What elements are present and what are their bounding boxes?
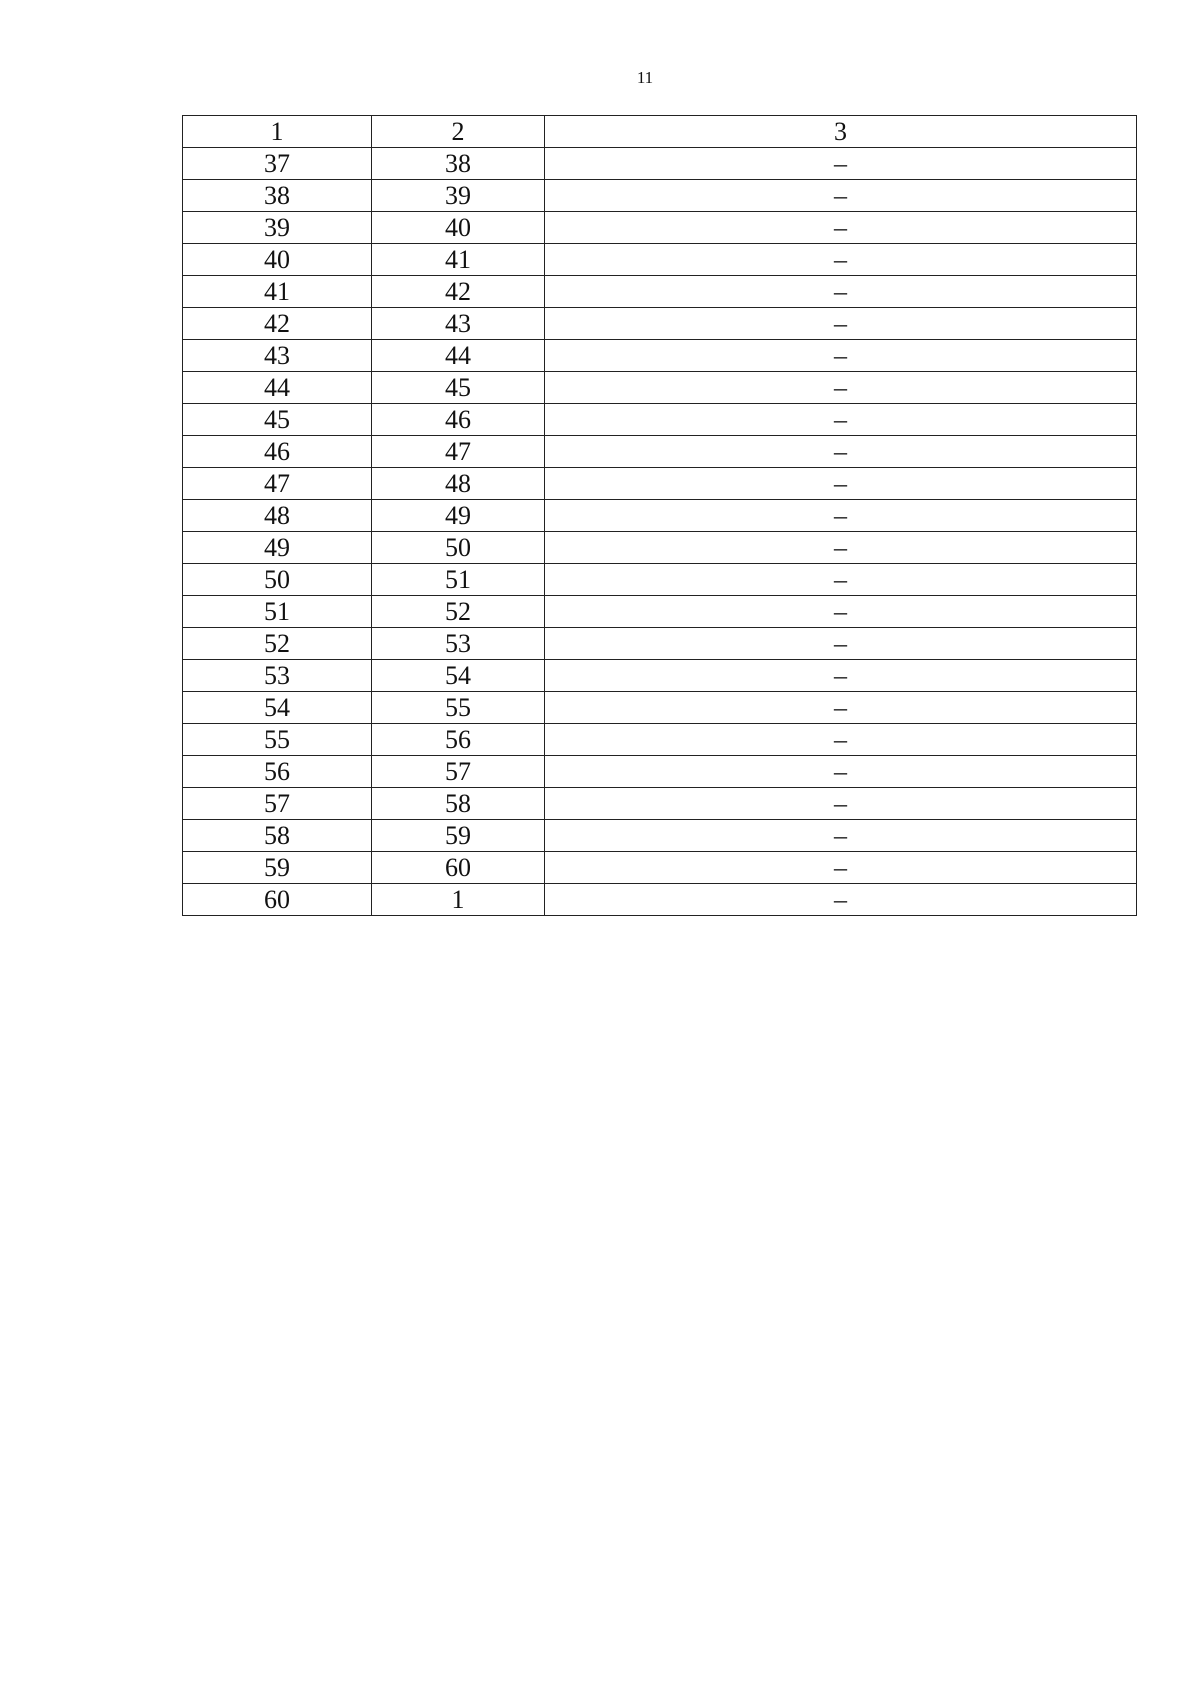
table-cell-col-3: –	[545, 660, 1137, 692]
table-row	[183, 276, 1137, 308]
table-cell-col-3: –	[545, 340, 1137, 372]
table-cell-col-1: 46	[183, 436, 372, 468]
table-cell-col-3: –	[545, 884, 1137, 916]
table-cell-col-2: 58	[372, 788, 545, 820]
table-cell-col-3: –	[545, 724, 1137, 756]
table-cell-col-2: 53	[372, 628, 545, 660]
column-header-2: 2	[372, 116, 545, 148]
table-cell-col-1: 41	[183, 276, 372, 308]
table-cell-col-2: 40	[372, 212, 545, 244]
table-row	[183, 884, 1137, 916]
table-cell-col-3: –	[545, 372, 1137, 404]
table-row	[183, 500, 1137, 532]
table-row	[183, 852, 1137, 884]
table-cell-col-2: 55	[372, 692, 545, 724]
table-cell-col-1: 40	[183, 244, 372, 276]
page-number: 11	[636, 68, 654, 87]
table-cell-col-2: 41	[372, 244, 545, 276]
table-cell-col-1: 44	[183, 372, 372, 404]
table-cell-col-2: 46	[372, 404, 545, 436]
table-cell-col-3: –	[545, 180, 1137, 212]
table-cell-col-2: 50	[372, 532, 545, 564]
table-cell-col-1: 53	[183, 660, 372, 692]
table-cell-col-1: 49	[183, 532, 372, 564]
table-body	[183, 148, 1137, 916]
table-cell-col-3: –	[545, 244, 1137, 276]
table-row	[183, 148, 1137, 180]
table-row	[183, 724, 1137, 756]
table-cell-col-3: –	[545, 564, 1137, 596]
table-cell-col-3: –	[545, 212, 1137, 244]
table-cell-col-3: –	[545, 628, 1137, 660]
table-cell-col-2: 59	[372, 820, 545, 852]
table-cell-col-2: 56	[372, 724, 545, 756]
table-cell-col-1: 59	[183, 852, 372, 884]
table-cell-col-2: 38	[372, 148, 545, 180]
table-cell-col-2: 42	[372, 276, 545, 308]
table-cell-col-2: 51	[372, 564, 545, 596]
table-header-row	[183, 116, 1137, 148]
table-cell-col-2: 47	[372, 436, 545, 468]
table-cell-col-2: 57	[372, 756, 545, 788]
table-cell-col-3: –	[545, 788, 1137, 820]
table-cell-col-1: 58	[183, 820, 372, 852]
table-cell-col-1: 51	[183, 596, 372, 628]
column-header-3: 3	[545, 116, 1137, 148]
table-cell-col-2: 54	[372, 660, 545, 692]
table-row	[183, 468, 1137, 500]
table-cell-col-2: 45	[372, 372, 545, 404]
table-cell-col-1: 39	[183, 212, 372, 244]
table-cell-col-1: 60	[183, 884, 372, 916]
table-cell-col-1: 57	[183, 788, 372, 820]
table-cell-col-1: 47	[183, 468, 372, 500]
table-cell-col-2: 44	[372, 340, 545, 372]
data-table-container	[182, 115, 1136, 916]
table-cell-col-2: 48	[372, 468, 545, 500]
table-cell-col-1: 42	[183, 308, 372, 340]
table-cell-col-2: 39	[372, 180, 545, 212]
table-cell-col-3: –	[545, 404, 1137, 436]
table-row	[183, 820, 1137, 852]
table-cell-col-1: 45	[183, 404, 372, 436]
table-cell-col-3: –	[545, 692, 1137, 724]
table-row	[183, 564, 1137, 596]
table-row	[183, 212, 1137, 244]
table-cell-col-3: –	[545, 532, 1137, 564]
table-row	[183, 788, 1137, 820]
table-row	[183, 340, 1137, 372]
table-row	[183, 404, 1137, 436]
table-row	[183, 436, 1137, 468]
table-cell-col-3: –	[545, 308, 1137, 340]
table-row	[183, 756, 1137, 788]
table-cell-col-3: –	[545, 852, 1137, 884]
table-cell-col-2: 43	[372, 308, 545, 340]
table-row	[183, 372, 1137, 404]
table-row	[183, 628, 1137, 660]
table-cell-col-2: 49	[372, 500, 545, 532]
table-cell-col-1: 55	[183, 724, 372, 756]
table-cell-col-1: 37	[183, 148, 372, 180]
table-cell-col-1: 48	[183, 500, 372, 532]
table-row	[183, 180, 1137, 212]
table-cell-col-3: –	[545, 820, 1137, 852]
table-cell-col-3: –	[545, 596, 1137, 628]
table-cell-col-3: –	[545, 756, 1137, 788]
data-table	[182, 115, 1137, 916]
table-cell-col-3: –	[545, 436, 1137, 468]
table-cell-col-3: –	[545, 276, 1137, 308]
table-cell-col-3: –	[545, 500, 1137, 532]
table-cell-col-1: 56	[183, 756, 372, 788]
table-cell-col-1: 43	[183, 340, 372, 372]
table-cell-col-2: 1	[372, 884, 545, 916]
table-cell-col-2: 60	[372, 852, 545, 884]
table-cell-col-2: 52	[372, 596, 545, 628]
table-row	[183, 692, 1137, 724]
table-row	[183, 308, 1137, 340]
table-row	[183, 532, 1137, 564]
table-cell-col-1: 38	[183, 180, 372, 212]
column-header-1: 1	[183, 116, 372, 148]
table-cell-col-3: –	[545, 468, 1137, 500]
table-row	[183, 244, 1137, 276]
table-row	[183, 596, 1137, 628]
table-cell-col-1: 50	[183, 564, 372, 596]
table-cell-col-1: 54	[183, 692, 372, 724]
table-row	[183, 660, 1137, 692]
table-cell-col-1: 52	[183, 628, 372, 660]
table-cell-col-3: –	[545, 148, 1137, 180]
